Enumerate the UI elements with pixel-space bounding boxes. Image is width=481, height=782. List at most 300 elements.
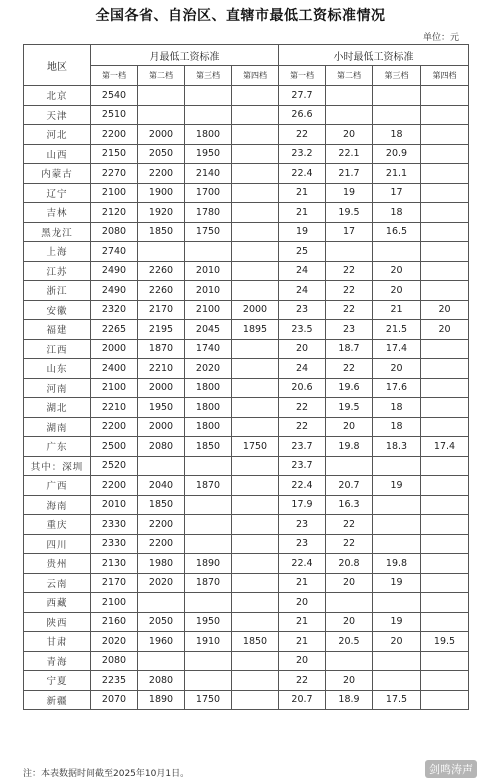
monthly-tier-2-cell: 2260 <box>138 261 185 281</box>
hourly-tier-1-cell: 24 <box>279 261 326 281</box>
hourly-tier-2-cell: 22 <box>326 300 373 320</box>
monthly-tier-2-cell: 2170 <box>138 300 185 320</box>
hourly-tier-1-cell: 23.2 <box>279 144 326 164</box>
monthly-tier-3-cell: 1950 <box>185 144 232 164</box>
hourly-tier-4-cell <box>421 593 469 613</box>
table-body <box>24 86 469 710</box>
hourly-tier-1-cell: 22.4 <box>279 164 326 184</box>
table-row <box>24 378 469 398</box>
monthly-tier-2-cell: 2200 <box>138 515 185 535</box>
monthly-tier-1-cell: 2510 <box>91 105 138 125</box>
hourly-tier-4-cell <box>421 261 469 281</box>
monthly-tier-1-cell: 2150 <box>91 144 138 164</box>
table-row <box>24 86 469 106</box>
region-cell: 广东 <box>24 437 91 457</box>
hourly-tier-1-cell: 23.7 <box>279 437 326 457</box>
min-wage-table <box>23 44 469 710</box>
monthly-tier-1-cell: 2160 <box>91 612 138 632</box>
monthly-tier-2-cell: 2000 <box>138 125 185 145</box>
table-row <box>24 398 469 418</box>
monthly-tier-1-cell: 2265 <box>91 320 138 340</box>
monthly-tier-2-cell: 1900 <box>138 183 185 203</box>
monthly-tier-4-cell: 1850 <box>232 632 279 652</box>
hourly-tier-3-cell: 20.9 <box>373 144 421 164</box>
monthly-tier-2-header: 第二档 <box>138 66 185 86</box>
hourly-tier-1-cell: 20 <box>279 651 326 671</box>
hourly-tier-3-cell: 18 <box>373 203 421 223</box>
table-row <box>24 222 469 242</box>
hourly-tier-3-cell: 18 <box>373 417 421 437</box>
monthly-tier-1-cell: 2170 <box>91 573 138 593</box>
region-cell: 安徽 <box>24 300 91 320</box>
monthly-tier-2-cell: 2210 <box>138 359 185 379</box>
monthly-tier-4-cell: 2000 <box>232 300 279 320</box>
table-row <box>24 573 469 593</box>
region-cell: 湖北 <box>24 398 91 418</box>
table-row <box>24 495 469 515</box>
hourly-tier-3-cell: 21.1 <box>373 164 421 184</box>
hourly-tier-3-cell: 19 <box>373 573 421 593</box>
monthly-tier-2-cell <box>138 242 185 262</box>
region-cell: 浙江 <box>24 281 91 301</box>
monthly-tier-4-header: 第四档 <box>232 66 279 86</box>
table-row <box>24 164 469 184</box>
monthly-tier-3-cell: 1700 <box>185 183 232 203</box>
monthly-tier-4-cell <box>232 222 279 242</box>
region-cell: 黑龙江 <box>24 222 91 242</box>
hourly-tier-4-cell <box>421 164 469 184</box>
hourly-tier-2-cell <box>326 242 373 262</box>
monthly-tier-2-cell <box>138 651 185 671</box>
hourly-tier-4-cell <box>421 281 469 301</box>
hourly-tier-1-cell: 24 <box>279 281 326 301</box>
region-cell: 青海 <box>24 651 91 671</box>
monthly-tier-1-cell: 2200 <box>91 125 138 145</box>
monthly-tier-3-cell <box>185 671 232 691</box>
monthly-tier-2-cell: 1850 <box>138 495 185 515</box>
hourly-tier-3-cell <box>373 534 421 554</box>
hourly-tier-3-cell <box>373 651 421 671</box>
monthly-tier-2-cell <box>138 86 185 106</box>
hourly-tier-2-cell: 19.8 <box>326 437 373 457</box>
monthly-tier-2-cell: 2200 <box>138 534 185 554</box>
monthly-tier-2-cell: 2020 <box>138 573 185 593</box>
region-cell: 内蒙古 <box>24 164 91 184</box>
region-cell: 西藏 <box>24 593 91 613</box>
hourly-tier-4-cell <box>421 554 469 574</box>
hourly-tier-1-cell: 20.7 <box>279 690 326 710</box>
table-row <box>24 651 469 671</box>
monthly-tier-4-cell <box>232 183 279 203</box>
region-cell: 河南 <box>24 378 91 398</box>
monthly-tier-2-cell: 1890 <box>138 690 185 710</box>
hourly-tier-1-cell: 21 <box>279 573 326 593</box>
hourly-tier-2-cell: 19.5 <box>326 203 373 223</box>
monthly-tier-3-cell <box>185 86 232 106</box>
region-cell: 海南 <box>24 495 91 515</box>
table-row <box>24 437 469 457</box>
hourly-tier-4-cell <box>421 105 469 125</box>
monthly-tier-4-cell <box>232 612 279 632</box>
monthly-tier-1-cell: 2100 <box>91 593 138 613</box>
hourly-tier-4-cell <box>421 495 469 515</box>
monthly-tier-2-cell: 2050 <box>138 612 185 632</box>
table-row <box>24 476 469 496</box>
hourly-tier-2-cell: 22 <box>326 534 373 554</box>
monthly-tier-3-cell: 1800 <box>185 378 232 398</box>
hourly-tier-3-cell: 17 <box>373 183 421 203</box>
monthly-tier-2-cell <box>138 105 185 125</box>
hourly-tier-4-cell <box>421 359 469 379</box>
monthly-tier-4-cell <box>232 144 279 164</box>
hourly-tier-1-cell: 17.9 <box>279 495 326 515</box>
region-cell: 贵州 <box>24 554 91 574</box>
hourly-tier-3-cell <box>373 242 421 262</box>
hourly-tier-3-cell: 18 <box>373 398 421 418</box>
table-row <box>24 593 469 613</box>
table-row <box>24 105 469 125</box>
region-cell: 江苏 <box>24 261 91 281</box>
monthly-tier-1-header: 第一档 <box>91 66 138 86</box>
hourly-tier-4-cell <box>421 573 469 593</box>
hourly-tier-4-cell: 19.5 <box>421 632 469 652</box>
hourly-tier-1-cell: 21 <box>279 203 326 223</box>
monthly-tier-2-cell: 1980 <box>138 554 185 574</box>
hourly-tier-3-cell <box>373 593 421 613</box>
monthly-tier-4-cell <box>232 476 279 496</box>
hourly-tier-3-cell: 19 <box>373 612 421 632</box>
hourly-tier-4-cell <box>421 222 469 242</box>
monthly-tier-2-cell <box>138 593 185 613</box>
hourly-tier-4-cell <box>421 456 469 476</box>
monthly-tier-1-cell: 2490 <box>91 261 138 281</box>
monthly-header: 月最低工资标准 <box>91 45 279 66</box>
table-row <box>24 554 469 574</box>
monthly-tier-2-cell: 1960 <box>138 632 185 652</box>
region-cell: 广西 <box>24 476 91 496</box>
hourly-tier-3-cell <box>373 456 421 476</box>
hourly-tier-1-cell: 23.7 <box>279 456 326 476</box>
region-cell: 甘肃 <box>24 632 91 652</box>
region-cell: 吉林 <box>24 203 91 223</box>
monthly-tier-4-cell <box>232 515 279 535</box>
monthly-tier-1-cell: 2120 <box>91 203 138 223</box>
table-row <box>24 203 469 223</box>
monthly-tier-3-cell: 2010 <box>185 261 232 281</box>
hourly-tier-1-cell: 22 <box>279 398 326 418</box>
watermark: 剑鸣涛声 <box>425 760 477 778</box>
monthly-tier-4-cell <box>232 495 279 515</box>
monthly-tier-1-cell: 2100 <box>91 183 138 203</box>
monthly-tier-1-cell: 2100 <box>91 378 138 398</box>
monthly-tier-1-cell: 2200 <box>91 476 138 496</box>
hourly-tier-3-cell: 20 <box>373 261 421 281</box>
hourly-tier-2-cell: 16.3 <box>326 495 373 515</box>
hourly-tier-4-cell <box>421 515 469 535</box>
monthly-tier-3-cell: 1780 <box>185 203 232 223</box>
hourly-tier-3-cell: 18 <box>373 125 421 145</box>
hourly-tier-2-cell <box>326 105 373 125</box>
hourly-tier-4-cell <box>421 651 469 671</box>
hourly-tier-4-cell <box>421 125 469 145</box>
monthly-tier-4-cell <box>232 593 279 613</box>
hourly-tier-4-cell <box>421 534 469 554</box>
table-row <box>24 534 469 554</box>
hourly-tier-2-cell: 22 <box>326 359 373 379</box>
hourly-tier-4-cell <box>421 144 469 164</box>
hourly-tier-2-cell: 22 <box>326 261 373 281</box>
hourly-tier-4-header: 第四档 <box>421 66 469 86</box>
hourly-tier-3-cell: 19.8 <box>373 554 421 574</box>
table-row <box>24 515 469 535</box>
hourly-tier-2-cell: 22 <box>326 515 373 535</box>
table-row <box>24 242 469 262</box>
region-cell: 湖南 <box>24 417 91 437</box>
page-title: 全国各省、自治区、直辖市最低工资标准情况 <box>95 8 386 24</box>
hourly-tier-1-cell: 22 <box>279 671 326 691</box>
hourly-tier-1-cell: 27.7 <box>279 86 326 106</box>
monthly-tier-4-cell <box>232 339 279 359</box>
monthly-tier-3-cell: 2045 <box>185 320 232 340</box>
hourly-tier-1-cell: 21 <box>279 632 326 652</box>
region-cell: 四川 <box>24 534 91 554</box>
hourly-tier-1-cell: 23.5 <box>279 320 326 340</box>
table-row <box>24 671 469 691</box>
monthly-tier-4-cell <box>232 105 279 125</box>
hourly-tier-2-cell: 20 <box>326 573 373 593</box>
hourly-tier-1-cell: 22 <box>279 417 326 437</box>
footnote: 注：本表数据时间截至2025年10月1日。 <box>23 769 190 779</box>
monthly-tier-4-cell: 1895 <box>232 320 279 340</box>
monthly-tier-2-cell: 1850 <box>138 222 185 242</box>
hourly-tier-1-cell: 24 <box>279 359 326 379</box>
monthly-tier-3-cell: 2100 <box>185 300 232 320</box>
monthly-tier-2-cell: 2195 <box>138 320 185 340</box>
monthly-tier-2-cell: 2050 <box>138 144 185 164</box>
monthly-tier-3-cell: 1890 <box>185 554 232 574</box>
monthly-tier-1-cell: 2210 <box>91 398 138 418</box>
hourly-tier-1-cell: 19 <box>279 222 326 242</box>
hourly-tier-3-cell: 17.4 <box>373 339 421 359</box>
hourly-tier-4-cell: 17.4 <box>421 437 469 457</box>
hourly-tier-2-cell: 20.5 <box>326 632 373 652</box>
monthly-tier-1-cell: 2330 <box>91 534 138 554</box>
table-row <box>24 183 469 203</box>
hourly-tier-1-cell: 20 <box>279 339 326 359</box>
table-row <box>24 261 469 281</box>
hourly-tier-2-cell <box>326 593 373 613</box>
hourly-tier-4-cell: 20 <box>421 320 469 340</box>
table-row <box>24 456 469 476</box>
hourly-tier-3-cell: 20 <box>373 632 421 652</box>
hourly-tier-4-cell <box>421 476 469 496</box>
monthly-tier-1-cell: 2740 <box>91 242 138 262</box>
hourly-tier-4-cell <box>421 417 469 437</box>
region-cell: 上海 <box>24 242 91 262</box>
monthly-tier-4-cell <box>232 690 279 710</box>
hourly-header: 小时最低工资标准 <box>279 45 469 66</box>
region-cell: 北京 <box>24 86 91 106</box>
table-row <box>24 359 469 379</box>
monthly-tier-3-cell: 1870 <box>185 573 232 593</box>
monthly-tier-3-header: 第三档 <box>185 66 232 86</box>
monthly-tier-3-cell <box>185 495 232 515</box>
hourly-tier-3-cell: 20 <box>373 359 421 379</box>
region-cell: 陕西 <box>24 612 91 632</box>
region-cell: 河北 <box>24 125 91 145</box>
monthly-tier-2-cell: 2000 <box>138 417 185 437</box>
monthly-tier-4-cell <box>232 359 279 379</box>
region-cell: 辽宁 <box>24 183 91 203</box>
monthly-tier-2-cell: 2040 <box>138 476 185 496</box>
monthly-tier-4-cell <box>232 281 279 301</box>
hourly-tier-4-cell <box>421 183 469 203</box>
hourly-tier-4-cell: 20 <box>421 300 469 320</box>
hourly-tier-2-cell: 20 <box>326 612 373 632</box>
hourly-tier-2-cell <box>326 456 373 476</box>
monthly-tier-1-cell: 2010 <box>91 495 138 515</box>
monthly-tier-4-cell <box>232 378 279 398</box>
monthly-tier-1-cell: 2000 <box>91 339 138 359</box>
hourly-tier-2-cell: 19.5 <box>326 398 373 418</box>
monthly-tier-1-cell: 2490 <box>91 281 138 301</box>
monthly-tier-3-cell <box>185 534 232 554</box>
monthly-tier-4-cell <box>232 554 279 574</box>
hourly-tier-1-cell: 22.4 <box>279 554 326 574</box>
hourly-tier-1-cell: 23 <box>279 300 326 320</box>
table-row <box>24 612 469 632</box>
monthly-tier-3-cell: 1850 <box>185 437 232 457</box>
monthly-tier-1-cell: 2500 <box>91 437 138 457</box>
monthly-tier-3-cell: 1750 <box>185 222 232 242</box>
hourly-tier-3-cell: 21.5 <box>373 320 421 340</box>
monthly-tier-2-cell: 1950 <box>138 398 185 418</box>
monthly-tier-1-cell: 2235 <box>91 671 138 691</box>
hourly-tier-1-header: 第一档 <box>279 66 326 86</box>
hourly-tier-3-cell <box>373 515 421 535</box>
hourly-tier-2-cell: 22.1 <box>326 144 373 164</box>
hourly-tier-3-cell: 19 <box>373 476 421 496</box>
monthly-tier-2-cell: 2080 <box>138 671 185 691</box>
monthly-tier-3-cell <box>185 456 232 476</box>
table-row <box>24 320 469 340</box>
table-row <box>24 300 469 320</box>
hourly-tier-3-cell <box>373 86 421 106</box>
hourly-tier-3-cell: 17.5 <box>373 690 421 710</box>
region-cell: 其中：深圳 <box>24 456 91 476</box>
monthly-tier-1-cell: 2080 <box>91 651 138 671</box>
monthly-tier-4-cell <box>232 417 279 437</box>
monthly-tier-2-cell <box>138 456 185 476</box>
monthly-tier-2-cell: 2080 <box>138 437 185 457</box>
monthly-tier-1-cell: 2400 <box>91 359 138 379</box>
hourly-tier-4-cell <box>421 612 469 632</box>
monthly-tier-3-cell <box>185 105 232 125</box>
monthly-tier-3-cell: 1800 <box>185 417 232 437</box>
hourly-tier-2-cell <box>326 651 373 671</box>
monthly-tier-4-cell <box>232 456 279 476</box>
hourly-tier-1-cell: 25 <box>279 242 326 262</box>
region-cell: 山西 <box>24 144 91 164</box>
monthly-tier-4-cell <box>232 125 279 145</box>
hourly-tier-2-cell: 19.6 <box>326 378 373 398</box>
hourly-tier-1-cell: 22.4 <box>279 476 326 496</box>
region-cell: 新疆 <box>24 690 91 710</box>
hourly-tier-1-cell: 23 <box>279 515 326 535</box>
monthly-tier-4-cell <box>232 398 279 418</box>
monthly-tier-1-cell: 2540 <box>91 86 138 106</box>
hourly-tier-3-cell: 20 <box>373 281 421 301</box>
monthly-tier-2-cell: 1920 <box>138 203 185 223</box>
table-row <box>24 632 469 652</box>
monthly-tier-3-cell <box>185 593 232 613</box>
monthly-tier-3-cell: 1740 <box>185 339 232 359</box>
hourly-tier-3-cell <box>373 671 421 691</box>
region-cell: 天津 <box>24 105 91 125</box>
hourly-tier-4-cell <box>421 398 469 418</box>
hourly-tier-3-cell: 21 <box>373 300 421 320</box>
hourly-tier-2-cell: 20.7 <box>326 476 373 496</box>
monthly-tier-4-cell <box>232 534 279 554</box>
monthly-tier-1-cell: 2270 <box>91 164 138 184</box>
monthly-tier-4-cell <box>232 671 279 691</box>
monthly-tier-1-cell: 2520 <box>91 456 138 476</box>
monthly-tier-4-cell: 1750 <box>232 437 279 457</box>
monthly-tier-4-cell <box>232 203 279 223</box>
monthly-tier-4-cell <box>232 261 279 281</box>
monthly-tier-3-cell: 2140 <box>185 164 232 184</box>
table-row <box>24 339 469 359</box>
hourly-tier-2-cell: 20 <box>326 417 373 437</box>
monthly-tier-3-cell: 1800 <box>185 398 232 418</box>
monthly-tier-3-cell: 2020 <box>185 359 232 379</box>
monthly-tier-4-cell <box>232 164 279 184</box>
table-row <box>24 125 469 145</box>
monthly-tier-1-cell: 2200 <box>91 417 138 437</box>
monthly-tier-3-cell: 1870 <box>185 476 232 496</box>
hourly-tier-4-cell <box>421 339 469 359</box>
monthly-tier-2-cell: 1870 <box>138 339 185 359</box>
monthly-tier-1-cell: 2080 <box>91 222 138 242</box>
hourly-tier-2-cell: 20 <box>326 125 373 145</box>
hourly-tier-3-cell <box>373 105 421 125</box>
monthly-tier-1-cell: 2020 <box>91 632 138 652</box>
hourly-tier-1-cell: 21 <box>279 183 326 203</box>
hourly-tier-3-header: 第三档 <box>373 66 421 86</box>
hourly-tier-3-cell: 17.6 <box>373 378 421 398</box>
region-header: 地区 <box>24 45 91 86</box>
region-cell: 宁夏 <box>24 671 91 691</box>
monthly-tier-1-cell: 2130 <box>91 554 138 574</box>
monthly-tier-2-cell: 2260 <box>138 281 185 301</box>
monthly-tier-3-cell: 2010 <box>185 281 232 301</box>
monthly-tier-1-cell: 2330 <box>91 515 138 535</box>
monthly-tier-4-cell <box>232 242 279 262</box>
hourly-tier-1-cell: 23 <box>279 534 326 554</box>
hourly-tier-2-cell: 22 <box>326 281 373 301</box>
region-cell: 福建 <box>24 320 91 340</box>
monthly-tier-2-cell: 2200 <box>138 164 185 184</box>
hourly-tier-3-cell: 16.5 <box>373 222 421 242</box>
monthly-tier-3-cell: 1950 <box>185 612 232 632</box>
hourly-tier-1-cell: 22 <box>279 125 326 145</box>
monthly-tier-1-cell: 2320 <box>91 300 138 320</box>
hourly-tier-2-cell: 20.8 <box>326 554 373 574</box>
table-row <box>24 144 469 164</box>
hourly-tier-2-cell: 18.9 <box>326 690 373 710</box>
monthly-tier-4-cell <box>232 573 279 593</box>
monthly-tier-1-cell: 2070 <box>91 690 138 710</box>
